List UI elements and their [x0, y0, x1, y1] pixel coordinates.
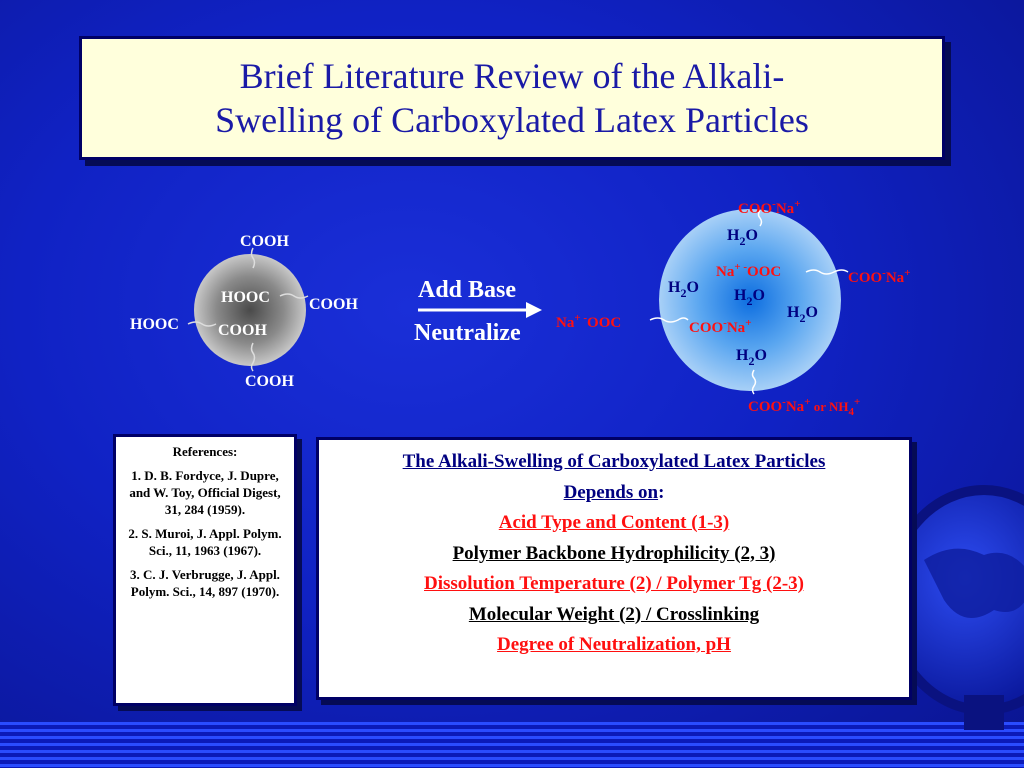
reference-item: 1. D. B. Fordyce, J. Dupre, and W. Toy, Official Digest, 31, 284 (1959). — [129, 468, 281, 517]
dependency-item: Molecular Weight (2) / Crosslinking — [468, 603, 760, 625]
dependency-item: Degree of Neutralization, pH — [497, 634, 731, 655]
dependency-etc: Etc. — [598, 664, 630, 686]
left-inner-cooh: COOH — [218, 322, 267, 339]
dependency-item: Polymer Backbone Hydrophilicity (2, 3) — [452, 542, 776, 564]
depends-on-line — [319, 478, 909, 509]
top-coo-na: COO-Na+ — [738, 198, 801, 217]
inner-coo-na: COO-Na+ — [689, 317, 752, 336]
references-heading: References: — [172, 444, 238, 459]
h2o-left: $H_2O$ — [668, 279, 699, 300]
arrow-label-add-base: Add Base — [418, 277, 517, 303]
unswollen-particle — [194, 254, 306, 366]
h2o-top: $H_2O$ — [727, 227, 758, 248]
inner-na-ooc: Na+ -OOC — [716, 261, 782, 280]
left-bottom-cooh: COOH — [245, 373, 294, 390]
outer-right-coo-na: COO-Na+ — [848, 267, 911, 286]
dependencies-heading: The Alkali-Swelling of Carboxylated Latex Particles — [402, 451, 826, 472]
depends-on-colon: : — [658, 481, 665, 503]
depends-on-label: Depends on — [563, 481, 659, 503]
left-right-cooh: COOH — [309, 296, 358, 313]
arrow-label-neutralize: Neutralize — [414, 320, 521, 346]
reference-item: 3. C. J. Verbrugge, J. Appl. Polym. Sci., 14, 897 (1970). — [130, 567, 280, 599]
bottom-coo-na-nh4: COO-Na+ or $NH_4^+$ — [748, 396, 861, 418]
title-line-1: Brief Literature Review of the Alkali- — [239, 56, 785, 96]
reference-item: 2. S. Muroi, J. Appl. Polym. Sci., 11, 1963 (1967). — [128, 526, 282, 558]
h2o-center: $H_2O$ — [734, 287, 765, 308]
dependency-item: Dissolution Temperature (2) / Polymer Tg (2-3) — [424, 573, 804, 594]
h2o-right: $H_2O$ — [787, 304, 818, 325]
dependency-item: Acid Type and Content (1-3) — [498, 512, 730, 533]
left-top-cooh: COOH — [240, 233, 289, 250]
left-outer-hooc: HOOC — [130, 316, 179, 333]
dependencies-box — [316, 437, 912, 700]
left-inner-hooc: HOOC — [221, 289, 270, 306]
title-line-2: Swelling of Carboxylated Latex Particles — [215, 100, 809, 140]
h2o-bottom: $H_2O$ — [736, 347, 767, 368]
references-box — [113, 434, 297, 706]
outer-left-na-ooc: Na+ -OOC — [556, 312, 622, 331]
